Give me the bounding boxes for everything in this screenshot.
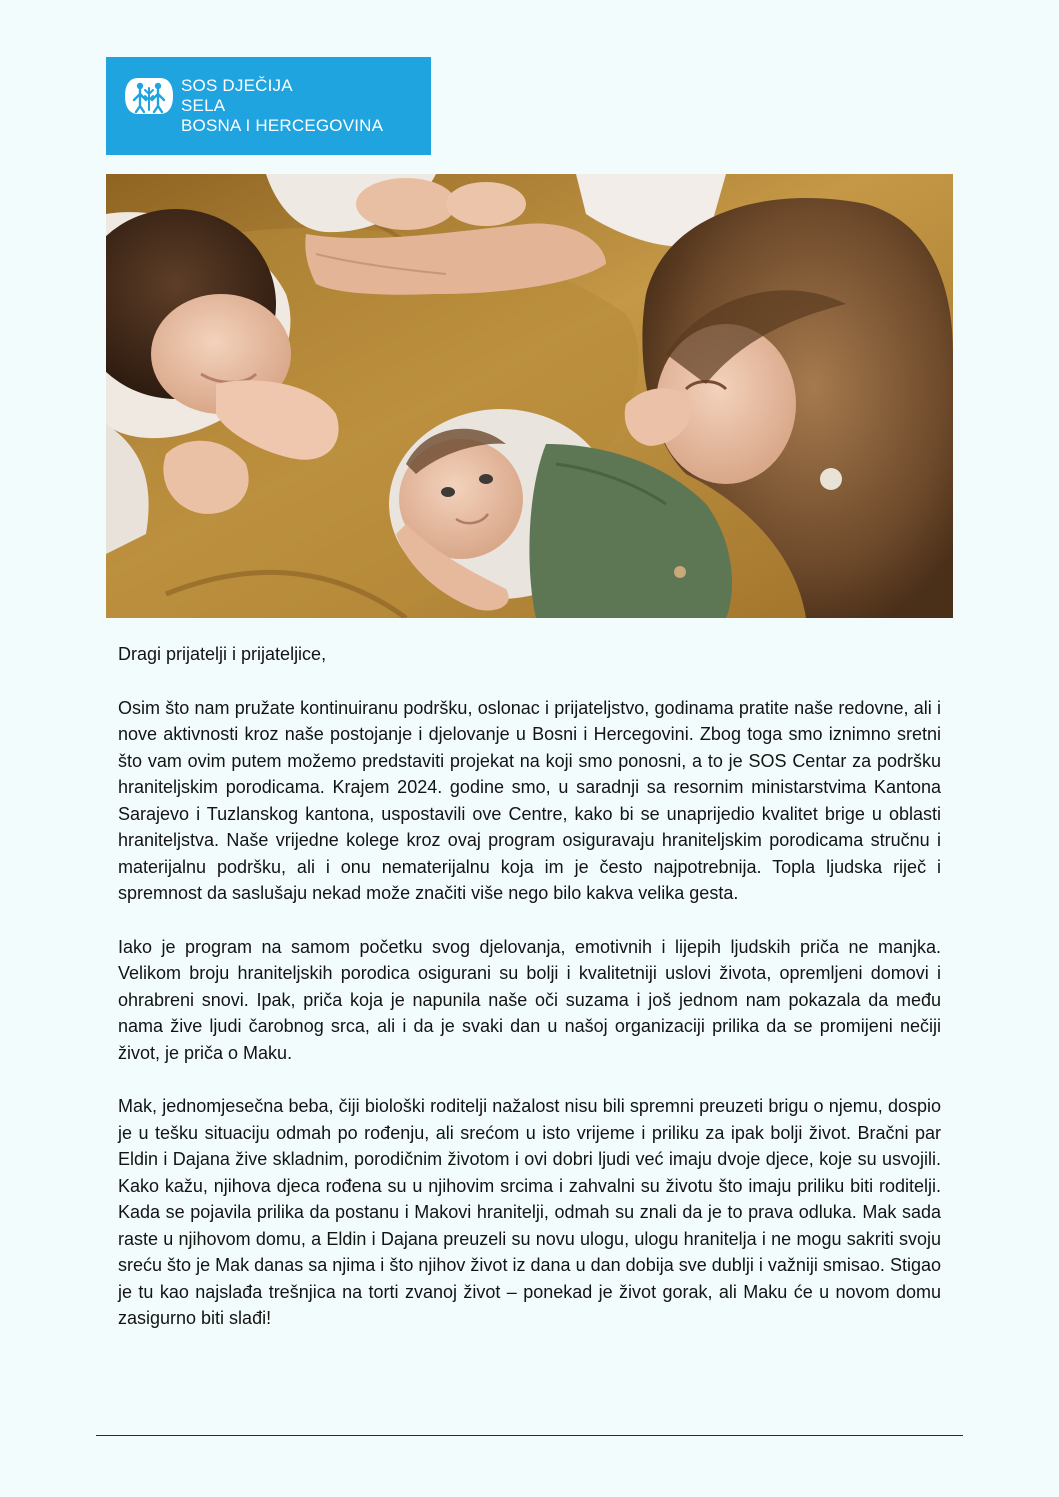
letter-paragraph-2: Iako je program na samom početku svog djelovanja, emotivnih i lijepih ljudskih priča ne manjka. Velikom broju hraniteljskih porodica osigurani su bolji i kvalitetniji uslovi života, opremljeni domovi i ohrabreni snovi. Ipak, priča koja je napunila naše oči suzama i još jednom nam pokazala da među nama žive ljudi čarobnog srca, ali i da je svaki dan u našoj organizaciji prilika da se promijeni nečiji život, je priča o Maku. (118, 936, 941, 1063)
logo-line-1: SOS DJEČIJA (181, 76, 293, 95)
family-newborn-photo-icon (106, 174, 953, 618)
sos-logo (106, 57, 431, 155)
letter-paragraph-3: Mak, jednomjesečna beba, čiji biološki roditelji nažalost nisu bili spremni preuzeti brigu o njemu, dospio je u tešku situaciju odmah po rođenju, ali srećom u isto vrijeme i priliku za ipak bolji život. Bračni par Eldin i Dajana žive skladnim, porodičnim životom i ovi dobri ljudi već imaju dvoje djece, koje su usvojili. Kako kažu, njihova djeca rođena su u njihovim srcima i zahvalni su životu što imaju priliku biti roditelji. Kada se pojavila prilika da postanu i Makovi hranitelji, odmah su znali da je to prava odluka. Mak sada raste u njihovom domu, a Eldin i Dajana preuzeli su novu ulogu, ulogu hranitelja i ne mogu sakriti svoju sreću što je Mak danas sa njima i što njihov život iz dana u dan dobija sve dublji i važniji smisao. Stigao je tu kao najslađa trešnjica na torti zvanoj život – ponekad je život gorak, ali Maku će u novom domu zasigurno biti slađi! (118, 1096, 941, 1328)
letter-greeting: Dragi prijatelji i prijateljice, (118, 644, 327, 664)
family-photo (106, 174, 953, 618)
footer-divider (96, 1435, 963, 1436)
logo-text (181, 76, 383, 136)
letter-body (118, 641, 941, 1359)
logo-line-3: BOSNA I HERCEGOVINA (181, 116, 384, 135)
logo-line-2: SELA (181, 96, 226, 115)
letter-paragraph-1: Osim što nam pružate kontinuiranu podršku, oslonac i prijateljstvo, godinama pratite naše redovne, ali i nove aktivnosti kroz naše postojanje i djelovanje u Bosni i Hercegovini. Zbog toga smo iznimno sretni što vam ovim putem možemo predstaviti projekat na koji smo ponosni, a to je SOS Centar za podršku hraniteljskim porodicama. Krajem 2024. godine smo, u saradnji sa resornim ministarstvima Kantona Sarajevo i Tuzlanskog kantona, uspostavili ove Centre, kako bi se unaprijedio kvalitet brige u oblasti hraniteljstva. Naše vrijedne kolege kroz ovaj program osiguravaju hraniteljskim porodicama stručnu i materijalnu podršku, ali i onu nematerijalnu koja im je često najpotrebnija. Topla ljudska riječ i spremnost da saslušaju nekad može značiti više nego bilo kakva velika gesta. (118, 697, 941, 903)
sos-children-icon (124, 76, 174, 116)
